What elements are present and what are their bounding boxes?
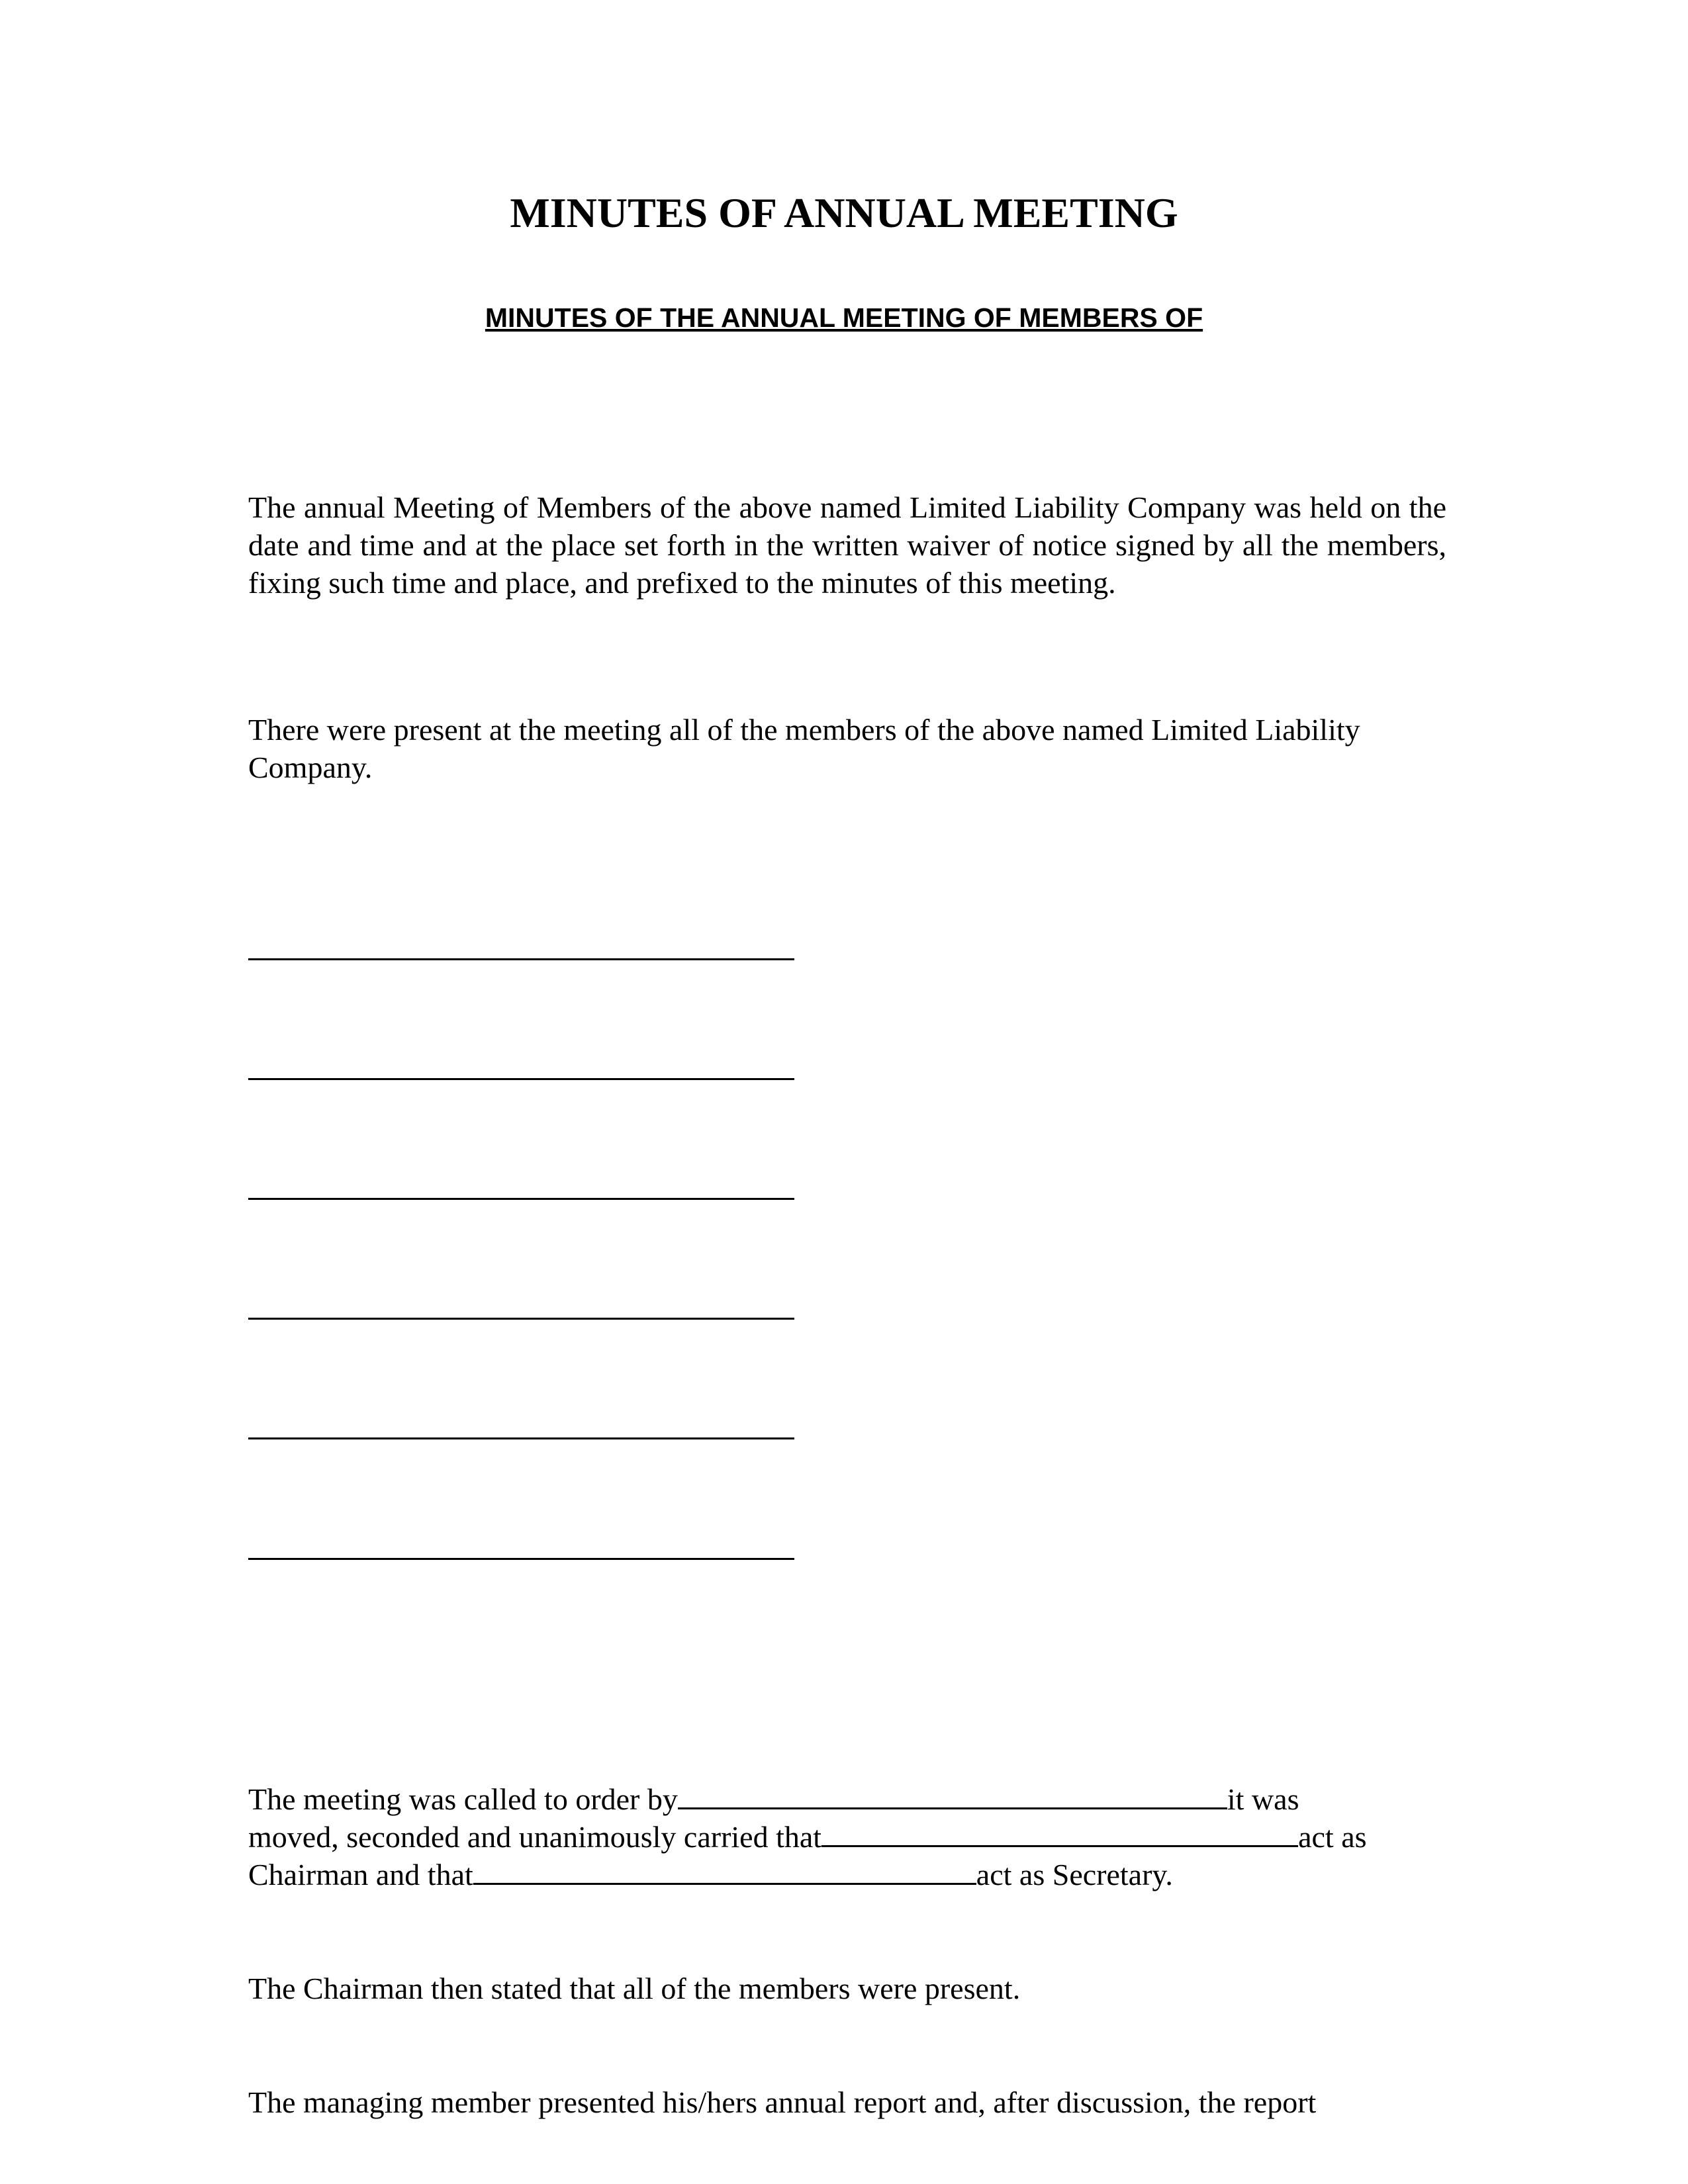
paragraph-meeting-held: The annual Meeting of Members of the above named Limited Liability Company was held on the date and time and at the place set forth in the written waiver of notice signed by all the members, fixing such time and place, and prefixed to the minutes of this meeting. [248, 490, 1446, 600]
paragraph-members-present-stated: The Chairman then stated that all of the members were present. [248, 1972, 1021, 2005]
call-to-order-text-2b: act as [1298, 1820, 1367, 1854]
secretary-blank[interactable] [473, 1856, 976, 1885]
paragraph-members-present: There were present at the meeting all of the members of the above named Limited Liability Company. [248, 713, 1360, 784]
call-to-order-line-1 [248, 1780, 1446, 1818]
member-signature-line-6[interactable] [248, 1558, 794, 1560]
document-title: MINUTES OF ANNUAL MEETING [510, 189, 1178, 236]
call-to-order-text-1b: it was [1227, 1782, 1299, 1816]
paragraph-call-to-order [248, 1780, 1446, 1893]
member-signature-line-3[interactable] [248, 1198, 794, 1200]
member-signature-line-5[interactable] [248, 1437, 794, 1439]
call-to-order-text-2a: moved, seconded and unanimously carried that [248, 1820, 822, 1854]
call-to-order-line-2 [248, 1818, 1446, 1856]
call-to-order-text-3b: act as Secretary. [976, 1858, 1173, 1891]
call-to-order-text-3a: Chairman and that [248, 1858, 473, 1891]
call-to-order-text-1a: The meeting was called to order by [248, 1782, 678, 1816]
chairman-blank[interactable] [821, 1819, 1298, 1847]
member-signature-line-4[interactable] [248, 1318, 794, 1320]
paragraph-annual-report: The managing member presented his/hers annual report and, after discussion, the report [248, 2085, 1317, 2119]
call-to-order-line-3 [248, 1856, 1446, 1893]
called-by-blank[interactable] [678, 1781, 1227, 1809]
document-subtitle: MINUTES OF THE ANNUAL MEETING OF MEMBERS OF [485, 302, 1203, 333]
member-signature-line-1[interactable] [248, 958, 794, 960]
member-signature-line-2[interactable] [248, 1078, 794, 1080]
